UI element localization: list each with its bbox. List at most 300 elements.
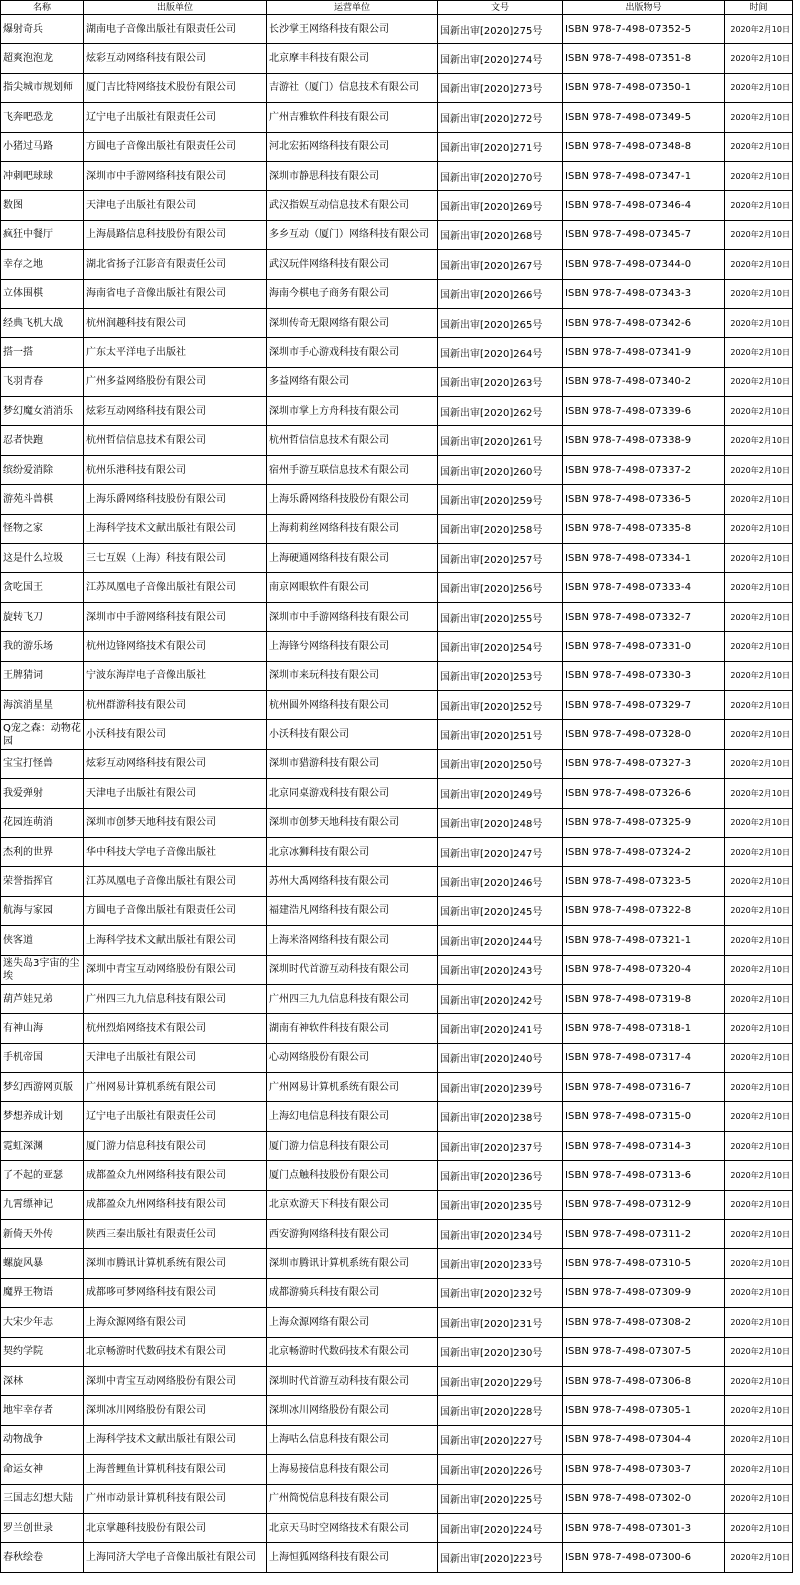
approval-number-cell: 国新出审[2020]242号 bbox=[438, 984, 563, 1013]
operator-cell: 成都游骑兵科技有限公司 bbox=[267, 1278, 438, 1307]
operator-cell: 河北宏拓网络科技有限公司 bbox=[267, 132, 438, 161]
date-cell: 2020年2月10日 bbox=[725, 1190, 793, 1219]
table-row bbox=[1, 1220, 793, 1249]
date-cell: 2020年2月10日 bbox=[725, 308, 793, 337]
approval-number-cell: 国新出审[2020]259号 bbox=[438, 485, 563, 514]
isbn-cell: ISBN 978-7-498-07302-0 bbox=[563, 1484, 725, 1513]
date-cell: 2020年2月10日 bbox=[725, 1102, 793, 1131]
isbn-cell: ISBN 978-7-498-07352-5 bbox=[563, 15, 725, 44]
publisher-cell: 深圳中青宝互动网络股份有限公司 bbox=[84, 1366, 267, 1395]
operator-cell: 上海米洛网络科技有限公司 bbox=[267, 926, 438, 955]
date-cell: 2020年2月10日 bbox=[725, 455, 793, 484]
isbn-cell: ISBN 978-7-498-07343-3 bbox=[563, 279, 725, 308]
game-name-cell: 杰利的世界 bbox=[1, 837, 84, 866]
table-row bbox=[1, 1455, 793, 1484]
isbn-cell: ISBN 978-7-498-07317-4 bbox=[563, 1043, 725, 1072]
game-name-cell: 立体围棋 bbox=[1, 279, 84, 308]
publisher-cell: 湖南电子音像出版社有限责任公司 bbox=[84, 15, 267, 44]
date-cell: 2020年2月10日 bbox=[725, 397, 793, 426]
game-name-cell: 指尖城市规划师 bbox=[1, 73, 84, 102]
game-name-cell: 超爽泡泡龙 bbox=[1, 44, 84, 73]
game-name-cell: 迷失岛3宇宙的尘埃 bbox=[1, 955, 84, 984]
date-cell: 2020年2月10日 bbox=[725, 573, 793, 602]
table-row bbox=[1, 1102, 793, 1131]
date-cell: 2020年2月10日 bbox=[725, 73, 793, 102]
table-row bbox=[1, 1396, 793, 1425]
table-row bbox=[1, 1249, 793, 1278]
date-cell: 2020年2月10日 bbox=[725, 720, 793, 749]
column-header-isbn: 出版物号 bbox=[563, 1, 725, 15]
publisher-cell: 成都哆可梦网络科技有限公司 bbox=[84, 1278, 267, 1307]
date-cell: 2020年2月10日 bbox=[725, 485, 793, 514]
date-cell: 2020年2月10日 bbox=[725, 1073, 793, 1102]
isbn-cell: ISBN 978-7-498-07349-5 bbox=[563, 103, 725, 132]
table-row bbox=[1, 984, 793, 1013]
game-name-cell: 深林 bbox=[1, 1366, 84, 1395]
table-row bbox=[1, 720, 793, 749]
publisher-cell: 深圳市中手游网络科技有限公司 bbox=[84, 602, 267, 631]
approval-number-cell: 国新出审[2020]239号 bbox=[438, 1073, 563, 1102]
publisher-cell: 深圳市中手游网络科技有限公司 bbox=[84, 161, 267, 190]
operator-cell: 厦门游力信息科技有限公司 bbox=[267, 1131, 438, 1160]
isbn-cell: ISBN 978-7-498-07336-5 bbox=[563, 485, 725, 514]
date-cell: 2020年2月10日 bbox=[725, 1014, 793, 1043]
publisher-cell: 华中科技大学电子音像出版社 bbox=[84, 837, 267, 866]
isbn-cell: ISBN 978-7-498-07335-8 bbox=[563, 514, 725, 543]
table-row bbox=[1, 44, 793, 73]
column-header-date: 时间 bbox=[725, 1, 793, 15]
operator-cell: 上海锋兮网络科技有限公司 bbox=[267, 632, 438, 661]
operator-cell: 北京畅游时代数码技术有限公司 bbox=[267, 1337, 438, 1366]
date-cell: 2020年2月10日 bbox=[725, 896, 793, 925]
approval-number-cell: 国新出审[2020]236号 bbox=[438, 1161, 563, 1190]
publisher-cell: 炫彩互动网络科技有限公司 bbox=[84, 44, 267, 73]
operator-cell: 吉游社（厦门）信息技术有限公司 bbox=[267, 73, 438, 102]
approval-number-cell: 国新出审[2020]231号 bbox=[438, 1308, 563, 1337]
approval-number-cell: 国新出审[2020]267号 bbox=[438, 250, 563, 279]
publisher-cell: 成都盈众九州网络科技有限公司 bbox=[84, 1190, 267, 1219]
table-row bbox=[1, 661, 793, 690]
operator-cell: 深圳市中手游网络科技有限公司 bbox=[267, 602, 438, 631]
isbn-cell: ISBN 978-7-498-07325-9 bbox=[563, 808, 725, 837]
table-row bbox=[1, 308, 793, 337]
publisher-cell: 小沃科技有限公司 bbox=[84, 720, 267, 749]
table-row bbox=[1, 426, 793, 455]
approval-number-cell: 国新出审[2020]223号 bbox=[438, 1543, 563, 1572]
game-name-cell: 海滨消星星 bbox=[1, 690, 84, 719]
publisher-cell: 杭州群游科技有限公司 bbox=[84, 690, 267, 719]
table-row bbox=[1, 1513, 793, 1542]
isbn-cell: ISBN 978-7-498-07308-2 bbox=[563, 1308, 725, 1337]
game-name-cell: 地牢幸存者 bbox=[1, 1396, 84, 1425]
operator-cell: 广州简悦信息科技有限公司 bbox=[267, 1484, 438, 1513]
game-name-cell: 梦幻西游网页版 bbox=[1, 1073, 84, 1102]
game-name-cell: 疯狂中餐厅 bbox=[1, 220, 84, 249]
date-cell: 2020年2月10日 bbox=[725, 220, 793, 249]
isbn-cell: ISBN 978-7-498-07311-2 bbox=[563, 1220, 725, 1249]
operator-cell: 北京摩丰科技有限公司 bbox=[267, 44, 438, 73]
game-name-cell: 我爱弹射 bbox=[1, 779, 84, 808]
isbn-cell: ISBN 978-7-498-07334-1 bbox=[563, 544, 725, 573]
operator-cell: 上海莉莉丝网络科技有限公司 bbox=[267, 514, 438, 543]
table-row bbox=[1, 191, 793, 220]
date-cell: 2020年2月10日 bbox=[725, 690, 793, 719]
isbn-cell: ISBN 978-7-498-07323-5 bbox=[563, 867, 725, 896]
table-row bbox=[1, 514, 793, 543]
isbn-cell: ISBN 978-7-498-07348-8 bbox=[563, 132, 725, 161]
approval-number-cell: 国新出审[2020]238号 bbox=[438, 1102, 563, 1131]
publisher-cell: 海南省电子音像出版社有限公司 bbox=[84, 279, 267, 308]
approval-number-cell: 国新出审[2020]273号 bbox=[438, 73, 563, 102]
publisher-cell: 杭州边锋网络技术有限公司 bbox=[84, 632, 267, 661]
table-row bbox=[1, 1425, 793, 1454]
publisher-cell: 湖北省扬子江影音有限责任公司 bbox=[84, 250, 267, 279]
approval-number-cell: 国新出审[2020]226号 bbox=[438, 1455, 563, 1484]
column-header-publisher: 出版单位 bbox=[84, 1, 267, 15]
date-cell: 2020年2月10日 bbox=[725, 867, 793, 896]
game-name-cell: 螺旋风暴 bbox=[1, 1249, 84, 1278]
isbn-cell: ISBN 978-7-498-07351-8 bbox=[563, 44, 725, 73]
isbn-cell: ISBN 978-7-498-07338-9 bbox=[563, 426, 725, 455]
isbn-cell: ISBN 978-7-498-07333-4 bbox=[563, 573, 725, 602]
game-name-cell: 手机帝国 bbox=[1, 1043, 84, 1072]
game-name-cell: 罗兰创世录 bbox=[1, 1513, 84, 1542]
operator-cell: 北京同桌游戏科技有限公司 bbox=[267, 779, 438, 808]
operator-cell: 福建浩凡网络科技有限公司 bbox=[267, 896, 438, 925]
game-name-cell: 命运女神 bbox=[1, 1455, 84, 1484]
approval-number-cell: 国新出审[2020]235号 bbox=[438, 1190, 563, 1219]
isbn-cell: ISBN 978-7-498-07345-7 bbox=[563, 220, 725, 249]
operator-cell: 北京冰狮科技有限公司 bbox=[267, 837, 438, 866]
date-cell: 2020年2月10日 bbox=[725, 1455, 793, 1484]
approval-number-cell: 国新出审[2020]262号 bbox=[438, 397, 563, 426]
approval-number-cell: 国新出审[2020]249号 bbox=[438, 779, 563, 808]
table-row bbox=[1, 602, 793, 631]
isbn-cell: ISBN 978-7-498-07300-6 bbox=[563, 1543, 725, 1572]
approval-number-cell: 国新出审[2020]264号 bbox=[438, 338, 563, 367]
publisher-cell: 上海众源网络有限公司 bbox=[84, 1308, 267, 1337]
operator-cell: 心动网络股份有限公司 bbox=[267, 1043, 438, 1072]
game-name-cell: 荣誉指挥官 bbox=[1, 867, 84, 896]
operator-cell: 多益网络有限公司 bbox=[267, 367, 438, 396]
date-cell: 2020年2月10日 bbox=[725, 15, 793, 44]
game-name-cell: 我的游乐场 bbox=[1, 632, 84, 661]
approval-number-cell: 国新出审[2020]261号 bbox=[438, 426, 563, 455]
isbn-cell: ISBN 978-7-498-07350-1 bbox=[563, 73, 725, 102]
approval-number-cell: 国新出审[2020]230号 bbox=[438, 1337, 563, 1366]
game-name-cell: 了不起的亚瑟 bbox=[1, 1161, 84, 1190]
table-row bbox=[1, 455, 793, 484]
date-cell: 2020年2月10日 bbox=[725, 1337, 793, 1366]
publisher-cell: 厦门游力信息科技有限公司 bbox=[84, 1131, 267, 1160]
approval-number-cell: 国新出审[2020]252号 bbox=[438, 690, 563, 719]
game-name-cell: 葫芦娃兄弟 bbox=[1, 984, 84, 1013]
publisher-cell: 深圳市腾讯计算机系统有限公司 bbox=[84, 1249, 267, 1278]
date-cell: 2020年2月10日 bbox=[725, 514, 793, 543]
approval-number-cell: 国新出审[2020]245号 bbox=[438, 896, 563, 925]
operator-cell: 北京欢游天下科技有限公司 bbox=[267, 1190, 438, 1219]
table-row bbox=[1, 1043, 793, 1072]
publisher-cell: 杭州润趣科技有限公司 bbox=[84, 308, 267, 337]
publisher-cell: 天津电子出版社有限公司 bbox=[84, 191, 267, 220]
game-name-cell: 梦想养成计划 bbox=[1, 1102, 84, 1131]
date-cell: 2020年2月10日 bbox=[725, 338, 793, 367]
approval-number-cell: 国新出审[2020]229号 bbox=[438, 1366, 563, 1395]
isbn-cell: ISBN 978-7-498-07326-6 bbox=[563, 779, 725, 808]
publisher-cell: 方圆电子音像出版社有限责任公司 bbox=[84, 896, 267, 925]
operator-cell: 苏州大禹网络科技有限公司 bbox=[267, 867, 438, 896]
date-cell: 2020年2月10日 bbox=[725, 808, 793, 837]
isbn-cell: ISBN 978-7-498-07312-9 bbox=[563, 1190, 725, 1219]
isbn-cell: ISBN 978-7-498-07331-0 bbox=[563, 632, 725, 661]
table-row bbox=[1, 1161, 793, 1190]
publisher-cell: 上海晨路信息科技股份有限公司 bbox=[84, 220, 267, 249]
operator-cell: 深圳传奇无限网络有限公司 bbox=[267, 308, 438, 337]
operator-cell: 上海恒狐网络科技有限公司 bbox=[267, 1543, 438, 1572]
table-row bbox=[1, 1543, 793, 1572]
operator-cell: 广州吉雅软件科技有限公司 bbox=[267, 103, 438, 132]
game-name-cell: Q宠之森：动物花园 bbox=[1, 720, 84, 749]
publisher-cell: 杭州乐港科技有限公司 bbox=[84, 455, 267, 484]
isbn-cell: ISBN 978-7-498-07301-3 bbox=[563, 1513, 725, 1542]
table-row bbox=[1, 896, 793, 925]
operator-cell: 武汉玩伴网络科技有限公司 bbox=[267, 250, 438, 279]
isbn-cell: ISBN 978-7-498-07329-7 bbox=[563, 690, 725, 719]
isbn-cell: ISBN 978-7-498-07313-6 bbox=[563, 1161, 725, 1190]
publisher-cell: 杭州哲信信息技术有限公司 bbox=[84, 426, 267, 455]
table-row bbox=[1, 103, 793, 132]
date-cell: 2020年2月10日 bbox=[725, 1484, 793, 1513]
publisher-cell: 江苏凤凰电子音像出版社有限公司 bbox=[84, 867, 267, 896]
isbn-cell: ISBN 978-7-498-07310-5 bbox=[563, 1249, 725, 1278]
operator-cell: 厦门点触科技股份有限公司 bbox=[267, 1161, 438, 1190]
table-row bbox=[1, 690, 793, 719]
game-name-cell: 幸存之地 bbox=[1, 250, 84, 279]
approval-number-cell: 国新出审[2020]241号 bbox=[438, 1014, 563, 1043]
approval-number-cell: 国新出审[2020]247号 bbox=[438, 837, 563, 866]
game-name-cell: 梦幻魔女消消乐 bbox=[1, 397, 84, 426]
date-cell: 2020年2月10日 bbox=[725, 632, 793, 661]
game-name-cell: 飞羽青春 bbox=[1, 367, 84, 396]
approval-number-cell: 国新出审[2020]243号 bbox=[438, 955, 563, 984]
publisher-cell: 北京掌趣科技股份有限公司 bbox=[84, 1513, 267, 1542]
publisher-cell: 方圆电子音像出版社有限责任公司 bbox=[84, 132, 267, 161]
publisher-cell: 上海乐爵网络科技股份有限公司 bbox=[84, 485, 267, 514]
game-name-cell: 侠客道 bbox=[1, 926, 84, 955]
header-row bbox=[1, 1, 793, 15]
approval-number-cell: 国新出审[2020]240号 bbox=[438, 1043, 563, 1072]
date-cell: 2020年2月10日 bbox=[725, 1131, 793, 1160]
publisher-cell: 成都盈众九州网络科技有限公司 bbox=[84, 1161, 267, 1190]
date-cell: 2020年2月10日 bbox=[725, 602, 793, 631]
publisher-cell: 辽宁电子出版社有限责任公司 bbox=[84, 103, 267, 132]
operator-cell: 上海幻电信息科技有限公司 bbox=[267, 1102, 438, 1131]
table-row bbox=[1, 338, 793, 367]
approval-number-cell: 国新出审[2020]257号 bbox=[438, 544, 563, 573]
operator-cell: 深圳时代首游互动科技有限公司 bbox=[267, 955, 438, 984]
publisher-cell: 广东太平洋电子出版社 bbox=[84, 338, 267, 367]
date-cell: 2020年2月10日 bbox=[725, 661, 793, 690]
game-name-cell: 怪物之家 bbox=[1, 514, 84, 543]
publisher-cell: 江苏凤凰电子音像出版社有限公司 bbox=[84, 573, 267, 602]
table-row bbox=[1, 955, 793, 984]
table-row bbox=[1, 220, 793, 249]
operator-cell: 深圳市腾讯计算机系统有限公司 bbox=[267, 1249, 438, 1278]
game-name-cell: 花园连萌消 bbox=[1, 808, 84, 837]
isbn-cell: ISBN 978-7-498-07322-8 bbox=[563, 896, 725, 925]
approval-number-cell: 国新出审[2020]224号 bbox=[438, 1513, 563, 1542]
date-cell: 2020年2月10日 bbox=[725, 191, 793, 220]
approval-number-cell: 国新出审[2020]232号 bbox=[438, 1278, 563, 1307]
approval-number-cell: 国新出审[2020]225号 bbox=[438, 1484, 563, 1513]
operator-cell: 长沙掌王网络科技有限公司 bbox=[267, 15, 438, 44]
isbn-cell: ISBN 978-7-498-07307-5 bbox=[563, 1337, 725, 1366]
game-name-cell: 新倚天外传 bbox=[1, 1220, 84, 1249]
date-cell: 2020年2月10日 bbox=[725, 837, 793, 866]
isbn-cell: ISBN 978-7-498-07341-9 bbox=[563, 338, 725, 367]
column-header-approval-number: 文号 bbox=[438, 1, 563, 15]
approval-number-cell: 国新出审[2020]260号 bbox=[438, 455, 563, 484]
operator-cell: 湖南有神软件科技有限公司 bbox=[267, 1014, 438, 1043]
publisher-cell: 天津电子出版社有限公司 bbox=[84, 779, 267, 808]
approval-number-cell: 国新出审[2020]269号 bbox=[438, 191, 563, 220]
isbn-cell: ISBN 978-7-498-07316-7 bbox=[563, 1073, 725, 1102]
table-row bbox=[1, 1308, 793, 1337]
operator-cell: 深圳时代首游互动科技有限公司 bbox=[267, 1366, 438, 1395]
game-name-cell: 数图 bbox=[1, 191, 84, 220]
operator-cell: 西安游狗网络科技有限公司 bbox=[267, 1220, 438, 1249]
operator-cell: 杭州哲信信息技术有限公司 bbox=[267, 426, 438, 455]
isbn-cell: ISBN 978-7-498-07319-8 bbox=[563, 984, 725, 1013]
approval-number-cell: 国新出审[2020]254号 bbox=[438, 632, 563, 661]
approval-number-cell: 国新出审[2020]244号 bbox=[438, 926, 563, 955]
date-cell: 2020年2月10日 bbox=[725, 1308, 793, 1337]
isbn-cell: ISBN 978-7-498-07303-7 bbox=[563, 1455, 725, 1484]
publisher-cell: 上海同济大学电子音像出版社有限公司 bbox=[84, 1543, 267, 1572]
publisher-cell: 天津电子出版社有限公司 bbox=[84, 1043, 267, 1072]
date-cell: 2020年2月10日 bbox=[725, 749, 793, 778]
table-row bbox=[1, 779, 793, 808]
date-cell: 2020年2月10日 bbox=[725, 44, 793, 73]
table-row bbox=[1, 15, 793, 44]
isbn-cell: ISBN 978-7-498-07304-4 bbox=[563, 1425, 725, 1454]
isbn-cell: ISBN 978-7-498-07327-3 bbox=[563, 749, 725, 778]
game-name-cell: 飞奔吧恐龙 bbox=[1, 103, 84, 132]
game-name-cell: 经典飞机大战 bbox=[1, 308, 84, 337]
publisher-cell: 炫彩互动网络科技有限公司 bbox=[84, 397, 267, 426]
table-row bbox=[1, 632, 793, 661]
operator-cell: 上海硬通网络科技有限公司 bbox=[267, 544, 438, 573]
approval-number-cell: 国新出审[2020]246号 bbox=[438, 867, 563, 896]
game-name-cell: 小猪过马路 bbox=[1, 132, 84, 161]
approval-number-cell: 国新出审[2020]268号 bbox=[438, 220, 563, 249]
publisher-cell: 杭州烈焰网络技术有限公司 bbox=[84, 1014, 267, 1043]
date-cell: 2020年2月10日 bbox=[725, 1425, 793, 1454]
date-cell: 2020年2月10日 bbox=[725, 1513, 793, 1542]
table-row bbox=[1, 749, 793, 778]
date-cell: 2020年2月10日 bbox=[725, 279, 793, 308]
operator-cell: 深圳冰川网络股份有限公司 bbox=[267, 1396, 438, 1425]
table-row bbox=[1, 1278, 793, 1307]
game-name-cell: 缤纷爱消除 bbox=[1, 455, 84, 484]
date-cell: 2020年2月10日 bbox=[725, 250, 793, 279]
table-row bbox=[1, 367, 793, 396]
publisher-cell: 广州多益网络股份有限公司 bbox=[84, 367, 267, 396]
approval-number-cell: 国新出审[2020]266号 bbox=[438, 279, 563, 308]
isbn-cell: ISBN 978-7-498-07339-6 bbox=[563, 397, 725, 426]
table-row bbox=[1, 1366, 793, 1395]
game-name-cell: 宝宝打怪兽 bbox=[1, 749, 84, 778]
operator-cell: 深圳市静思科技有限公司 bbox=[267, 161, 438, 190]
isbn-cell: ISBN 978-7-498-07328-0 bbox=[563, 720, 725, 749]
operator-cell: 北京天马时空网络技术有限公司 bbox=[267, 1513, 438, 1542]
approval-number-cell: 国新出审[2020]270号 bbox=[438, 161, 563, 190]
operator-cell: 深圳市来玩科技有限公司 bbox=[267, 661, 438, 690]
date-cell: 2020年2月10日 bbox=[725, 132, 793, 161]
isbn-cell: ISBN 978-7-498-07337-2 bbox=[563, 455, 725, 484]
isbn-cell: ISBN 978-7-498-07306-8 bbox=[563, 1366, 725, 1395]
date-cell: 2020年2月10日 bbox=[725, 1366, 793, 1395]
table-row bbox=[1, 1190, 793, 1219]
isbn-cell: ISBN 978-7-498-07321-1 bbox=[563, 926, 725, 955]
isbn-cell: ISBN 978-7-498-07324-2 bbox=[563, 837, 725, 866]
table-row bbox=[1, 73, 793, 102]
table-row bbox=[1, 1131, 793, 1160]
operator-cell: 深圳市猎游科技有限公司 bbox=[267, 749, 438, 778]
table-row bbox=[1, 808, 793, 837]
approval-number-cell: 国新出审[2020]255号 bbox=[438, 602, 563, 631]
approval-number-cell: 国新出审[2020]234号 bbox=[438, 1220, 563, 1249]
approval-number-cell: 国新出审[2020]251号 bbox=[438, 720, 563, 749]
game-name-cell: 霓虹深渊 bbox=[1, 1131, 84, 1160]
date-cell: 2020年2月10日 bbox=[725, 1220, 793, 1249]
table-row bbox=[1, 926, 793, 955]
game-name-cell: 契约学院 bbox=[1, 1337, 84, 1366]
operator-cell: 上海咕么信息科技有限公司 bbox=[267, 1425, 438, 1454]
game-name-cell: 九霄缥神记 bbox=[1, 1190, 84, 1219]
table-row bbox=[1, 1014, 793, 1043]
isbn-cell: ISBN 978-7-498-07320-4 bbox=[563, 955, 725, 984]
date-cell: 2020年2月10日 bbox=[725, 984, 793, 1013]
publisher-cell: 广州网易计算机系统有限公司 bbox=[84, 1073, 267, 1102]
operator-cell: 武汉指娱互动信息技术有限公司 bbox=[267, 191, 438, 220]
game-name-cell: 有神山海 bbox=[1, 1014, 84, 1043]
game-name-cell: 王牌猜词 bbox=[1, 661, 84, 690]
publisher-cell: 上海普鲤鱼计算机科技有限公司 bbox=[84, 1455, 267, 1484]
approval-number-cell: 国新出审[2020]272号 bbox=[438, 103, 563, 132]
game-name-cell: 旋转飞刀 bbox=[1, 602, 84, 631]
date-cell: 2020年2月10日 bbox=[725, 1249, 793, 1278]
isbn-cell: ISBN 978-7-498-07315-0 bbox=[563, 1102, 725, 1131]
approval-number-cell: 国新出审[2020]275号 bbox=[438, 15, 563, 44]
isbn-cell: ISBN 978-7-498-07346-4 bbox=[563, 191, 725, 220]
game-name-cell: 航海与家园 bbox=[1, 896, 84, 925]
game-name-cell: 动物战争 bbox=[1, 1425, 84, 1454]
table-row bbox=[1, 1337, 793, 1366]
table-row bbox=[1, 161, 793, 190]
game-name-cell: 春秋绘卷 bbox=[1, 1543, 84, 1572]
date-cell: 2020年2月10日 bbox=[725, 926, 793, 955]
date-cell: 2020年2月10日 bbox=[725, 1278, 793, 1307]
date-cell: 2020年2月10日 bbox=[725, 1043, 793, 1072]
publisher-cell: 三七互娱（上海）科技有限公司 bbox=[84, 544, 267, 573]
operator-cell: 南京网眼软件有限公司 bbox=[267, 573, 438, 602]
game-name-cell: 爆射奇兵 bbox=[1, 15, 84, 44]
approval-number-cell: 国新出审[2020]256号 bbox=[438, 573, 563, 602]
operator-cell: 上海易接信息科技有限公司 bbox=[267, 1455, 438, 1484]
publisher-cell: 深圳市创梦天地科技有限公司 bbox=[84, 808, 267, 837]
game-name-cell: 冲刺吧球球 bbox=[1, 161, 84, 190]
